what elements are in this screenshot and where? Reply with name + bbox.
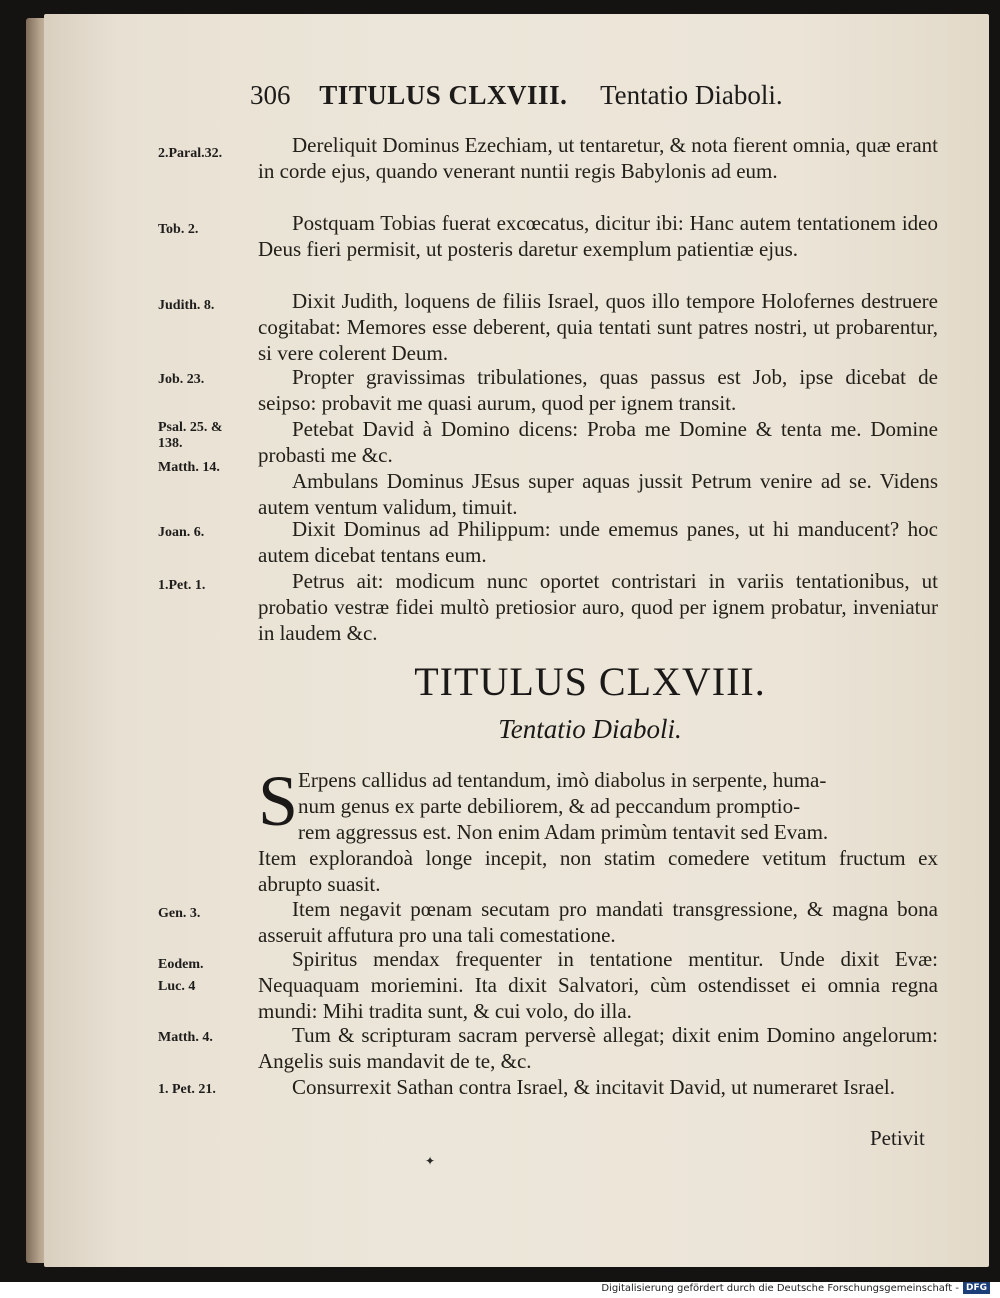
margin-reference: Job. 23.: [158, 372, 205, 387]
catchword: Petivit: [870, 1126, 925, 1150]
paragraph: Postquam Tobias fuerat excœcatus, dicitur ibi: Hanc autem tentationem ideo Deus fieri permisit, ut posteris daretur exemplum patientiæ ejus.: [258, 211, 938, 261]
margin-reference: 1.Pet. 1.: [158, 578, 206, 593]
paragraph: Petebat David à Domino dicens: Proba me Domine & tenta me. Domine probasti me &c.: [258, 417, 938, 467]
header-title: TITULUS CLXVIII.: [319, 80, 568, 110]
paragraph: Ambulans Dominus JEsus super aquas jussit Petrum venire ad se. Videns autem ventum validum, timuit.: [258, 469, 938, 519]
margin-reference: Tob. 2.: [158, 222, 199, 237]
drop-cap: S: [258, 761, 299, 841]
paragraph: Spiritus mendax frequenter in tentatione mentitur. Unde dixit Evæ: Nequaquam moriemini. Ita dixit Salvatori, cùm ostendisset ei omnia regna mundi: Mihi tradita sunt, & cui volo, do illa.: [258, 947, 938, 1023]
paragraph: Dixit Judith, loquens de filiis Israel, quos illo tempore Holofernes destruere cogitabat: Memores esse deberent, quia tentati sunt patres nostri, ut probarentur, si vere colerent Deum.: [258, 289, 938, 365]
margin-reference: 1. Pet. 21.: [158, 1082, 216, 1097]
section-title: TITULUS CLXVIII.: [414, 659, 766, 704]
paragraph: Tum & scripturam sacram perversè allegat; dixit enim Domino angelorum: Angelis suis mandavit de te, &c.: [258, 1023, 938, 1073]
margin-reference: 2.Paral.32.: [158, 146, 223, 161]
running-header: [250, 80, 870, 120]
dfg-logo-icon: DFG: [963, 1282, 990, 1294]
margin-reference: Psal. 25. & 138.: [158, 420, 223, 451]
margin-reference: Matth. 14.: [158, 460, 220, 475]
paragraph: Petrus ait: modicum nunc oportet contristari in variis tentationibus, ut probatio vestræ fidei multò pretiosior auro, quod per ignem probatur, inveniatur in laudem &c.: [258, 569, 938, 645]
paragraph: Dereliquit Dominus Ezechiam, ut tentaretur, & nota fierent omnia, quæ erant in corde ejus, quando venerant nuntii regis Babylonis ad eum.: [258, 133, 938, 183]
margin-reference: Eodem. Luc. 4: [158, 957, 204, 994]
paragraph: Consurrexit Sathan contra Israel, & incitavit David, ut numeraret Israel.: [292, 1075, 895, 1099]
margin-reference: Matth. 4.: [158, 1030, 213, 1045]
margin-reference: Gen. 3.: [158, 906, 201, 921]
opening-paragraph: [258, 761, 938, 897]
margin-reference: Joan. 6.: [158, 525, 205, 540]
ornament-icon: ✦: [425, 1154, 436, 1168]
section-subtitle: Tentatio Diaboli.: [498, 714, 682, 744]
paragraph: Dixit Dominus ad Philippum: unde ememus panes, ut hi manducent? hoc autem dicebat tentans eum.: [258, 517, 938, 567]
paragraph: Propter gravissimas tribulationes, quas passus est Job, ipse dicebat de seipso: probavit me quasi aurum, quod per ignem transit.: [258, 365, 938, 415]
header-subtitle: Tentatio Diaboli.: [600, 80, 783, 110]
opening-line: Erpens callidus ad tentandum, imò diabolus in serpente, huma-: [298, 768, 827, 792]
opening-continuation: Item explorandoà longe incepit, non statim comedere vetitum fructum ex abrupto suasit.: [258, 846, 938, 896]
page-number: 306: [250, 80, 291, 110]
opening-line: rem aggressus est. Non enim Adam primùm tentavit sed Evam.: [298, 820, 829, 844]
footer-credit: [601, 1281, 990, 1295]
paragraph: Item negavit pœnam secutam pro mandati transgressione, & magna bona asseruit affutura pro una tali comestatione.: [258, 897, 938, 947]
margin-reference: Judith. 8.: [158, 298, 215, 313]
footer-text: Digitalisierung gefördert durch die Deutsche Forschungsgemeinschaft -: [601, 1282, 959, 1294]
opening-line: num genus ex parte debiliorem, & ad peccandum promptio-: [298, 794, 801, 818]
